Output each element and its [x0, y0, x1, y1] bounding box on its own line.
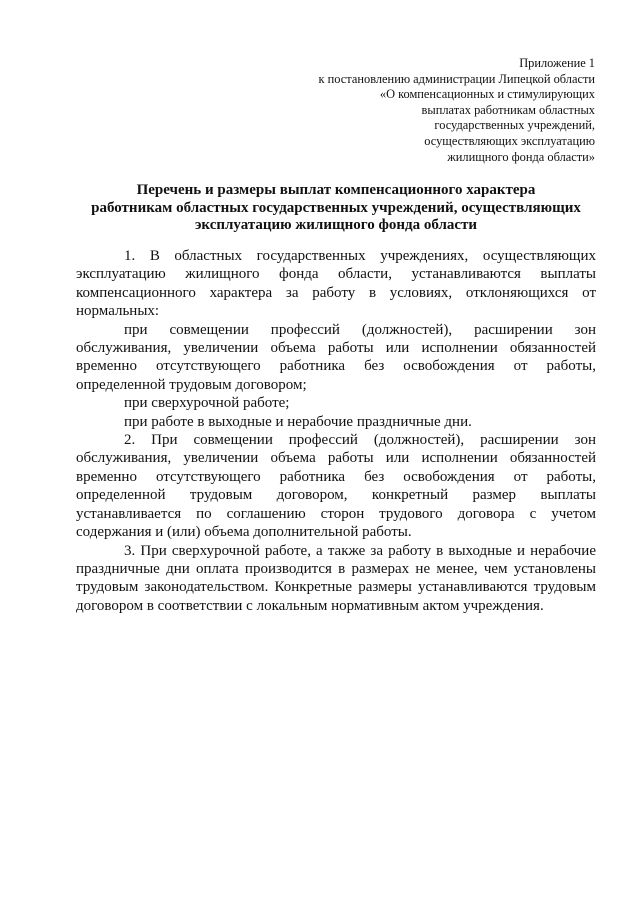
appendix-line: жилищного фонда области» — [447, 149, 595, 164]
title-line: эксплуатацию жилищного фонда области — [194, 217, 478, 234]
appendix-line: к постановлению администрации Липецкой области — [318, 71, 595, 86]
appendix-line: государственных учреждений, — [434, 118, 595, 133]
appendix-line: «О компенсационных и стимулирующих — [379, 87, 595, 102]
paragraph-2: 2. При совмещении профессий (должностей), расширении зон обслуживания, увеличении объема работы или исполнении обязанностей временно отсутствующего работника без освобождения от работы, определенной трудовым договором, конкретный размер выплаты устанавливается по соглашению сторон трудового договора с учетом содержания и (или) объема дополнительной работы. — [76, 432, 596, 541]
paragraph-1-item-holidays: при работе в выходные и нерабочие праздничные дни. — [124, 413, 472, 430]
paragraph-1: 1. В областных государственных учреждениях, осуществляющих эксплуатацию жилищного фонда области, устанавливаются выплаты компенсационного характера за работу в условиях, отклоняющихся от нормальных: — [76, 248, 596, 320]
title-line: Перечень и размеры выплат компенсационного характера — [136, 182, 536, 198]
title-line: работникам областных государственных учреждений, осуществляющих — [91, 199, 581, 216]
document-body — [76, 247, 596, 615]
document-title — [76, 182, 596, 235]
appendix-line: осуществляющих эксплуатацию — [424, 133, 595, 148]
paragraph-1-item-overtime: при сверхурочной работе; — [124, 395, 290, 412]
paragraph-3: 3. При сверхурочной работе, а также за работу в выходные и нерабочие праздничные дни оплата производится в размерах не менее, чем установлены трудовым законодательством. Конкретные размеры устанавливаются трудовым договором в соответствии с локальным нормативным актом учреждения. — [76, 542, 596, 614]
paragraph-1-item-combination: при совмещении профессий (должностей), расширении зон обслуживания, увеличении объема работы или исполнении обязанностей временно отсутствующего работника без освобождения от работы, определенной трудовым договором; — [76, 321, 596, 393]
appendix-header — [290, 56, 595, 165]
appendix-line: выплатах работникам областных — [421, 102, 595, 117]
appendix-line: Приложение 1 — [519, 56, 595, 70]
